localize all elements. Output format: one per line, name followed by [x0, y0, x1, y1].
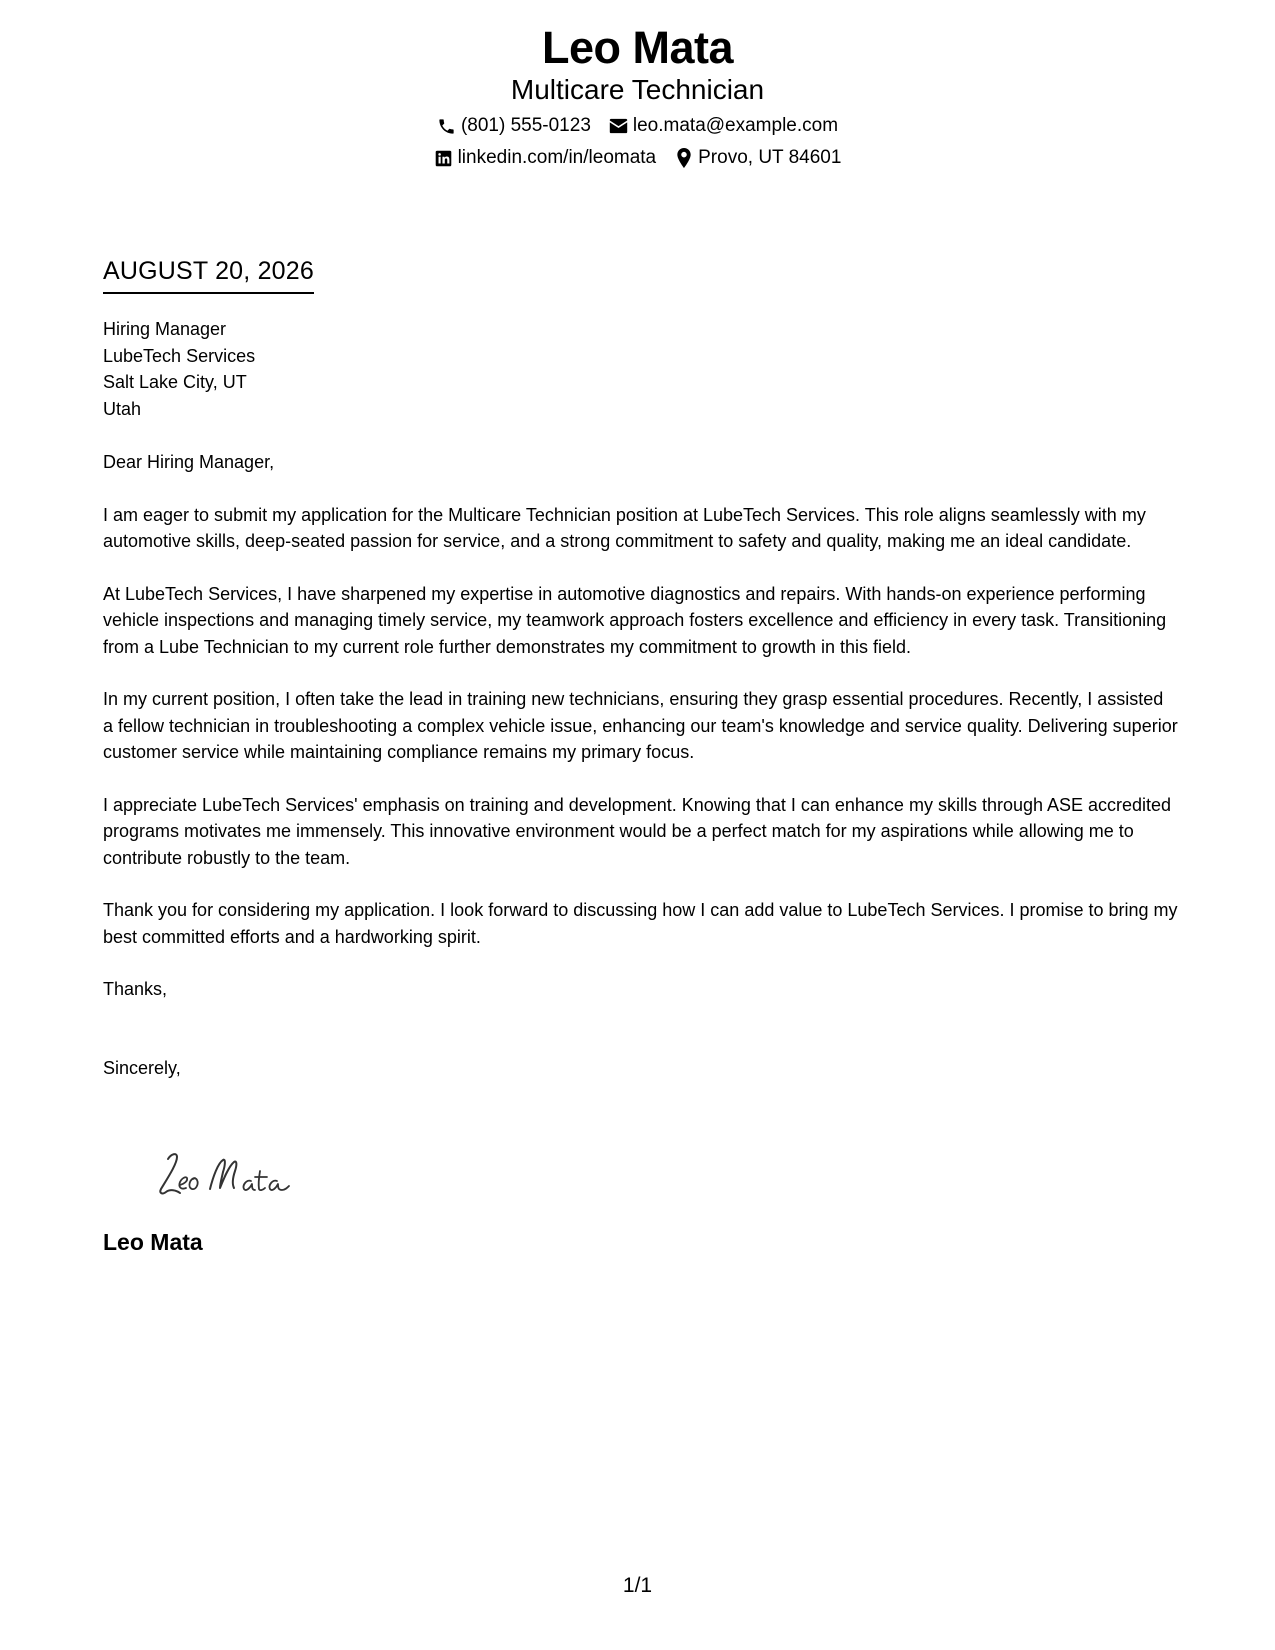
contact-linkedin: [434, 146, 657, 170]
linkedin-icon: [434, 148, 454, 168]
email-address: leo.mata@example.com: [632, 115, 839, 136]
letter-date: AUGUST 20, 2026: [103, 256, 314, 294]
recipient-address: [103, 316, 1178, 422]
letter-body: [103, 316, 1178, 1081]
body-paragraph: Thank you for considering my application. I look forward to discussing how I can add value to LubeTech Services. I promise to bring my best committed efforts and a hardworking spirit.: [103, 900, 1178, 947]
recipient-line: Utah: [103, 398, 142, 419]
recipient-line: LubeTech Services: [103, 345, 256, 366]
envelope-icon: [609, 116, 629, 136]
body-paragraph: I am eager to submit my application for the Multicare Technician position at LubeTech Services. This role aligns seamlessly with my automotive skills, deep-seated passion for service, and a strong commitment to safety and quality, making me an ideal candidate.: [103, 504, 1146, 551]
contact-row-primary: [0, 114, 1275, 138]
recipient-line: Salt Lake City, UT: [103, 372, 247, 392]
recipient-line: Hiring Manager: [103, 319, 227, 339]
closing-sincerely: Sincerely,: [103, 1057, 181, 1078]
signer-name: Leo Mata: [103, 1229, 203, 1255]
body-paragraph: In my current position, I often take the lead in training new technicians, ensuring they grasp essential procedures. Recently, I assisted a fellow technician in troubleshooting a complex vehicle issue, enhancing our team's knowledge and service quality. Delivering superior customer service while maintaining compliance remains my primary focus.: [103, 689, 1178, 762]
phone-number: (801) 555-0123: [460, 115, 591, 136]
applicant-name: Leo Mata: [541, 22, 734, 73]
handwritten-signature: [150, 1145, 320, 1205]
contact-email: [609, 114, 838, 138]
contact-phone: [437, 114, 591, 138]
phone-icon: [437, 116, 457, 136]
body-paragraph: I appreciate LubeTech Services' emphasis on training and development. Knowing that I can enhance my skills through ASE accredited programs motivates me immensely. This innovative environment would be a perfect match for my aspirations while allowing me to contribute robustly to the team.: [103, 794, 1172, 868]
location-text: Provo, UT 84601: [698, 147, 842, 168]
letter-date-block: [103, 256, 314, 294]
contact-row-secondary: [0, 146, 1275, 170]
salutation: Dear Hiring Manager,: [103, 452, 275, 472]
letter-header: [0, 20, 1275, 170]
page-number: 1/1: [622, 1574, 653, 1597]
body-paragraph: At LubeTech Services, I have sharpened my expertise in automotive diagnostics and repairs. With hands-on experience performing vehicle inspections and managing timely service, my teamwork approach fosters excellence and efficiency in every task. Transitioning from a Lube Technician to my current role further demonstrates my commitment to growth in this field.: [103, 583, 1167, 657]
closing-thanks: Thanks,: [103, 979, 168, 999]
map-pin-icon: [674, 148, 694, 168]
contact-location: [674, 146, 841, 170]
linkedin-url: linkedin.com/in/leomata: [457, 147, 657, 168]
applicant-job-title: Multicare Technician: [510, 74, 765, 105]
